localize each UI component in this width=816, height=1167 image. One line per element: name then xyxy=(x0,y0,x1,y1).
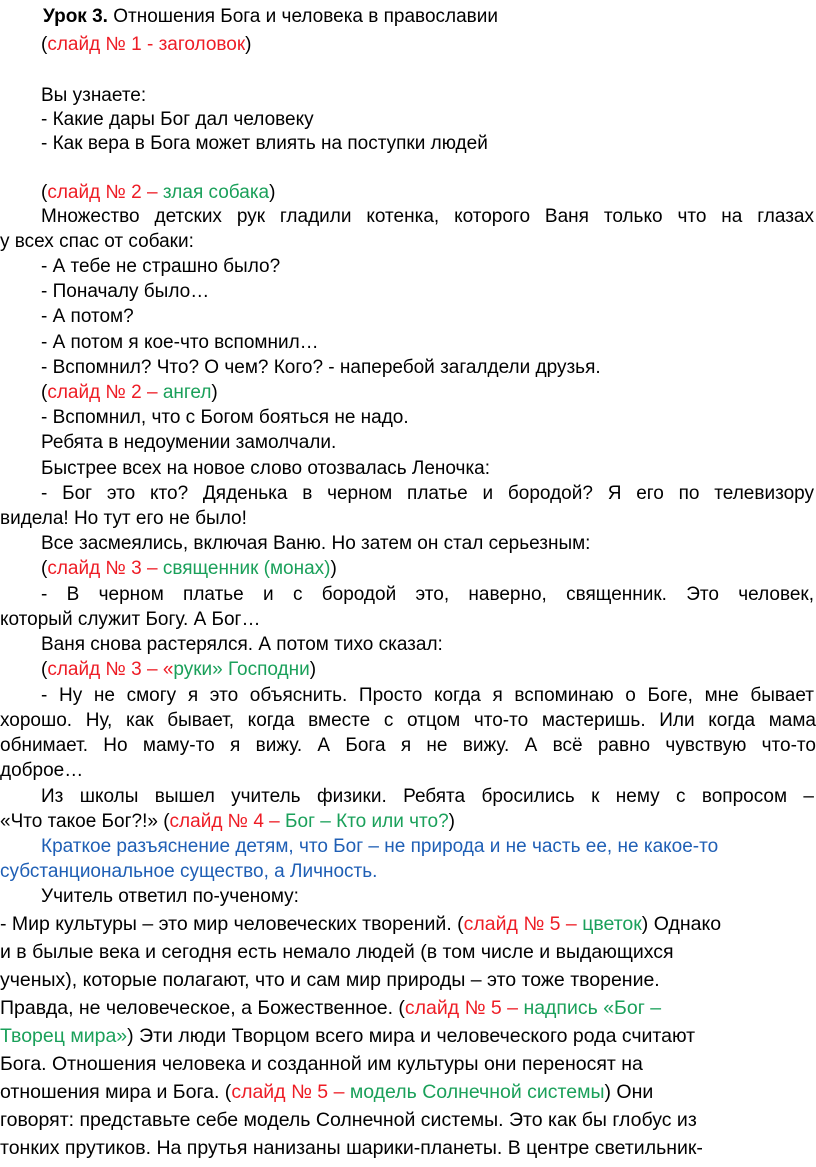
dialogue-cont: доброе… xyxy=(0,760,84,781)
dialogue-line: - Бог это кто? Дяденька в черном платье и бородой? Я его по телевизору xyxy=(41,483,814,504)
paragraph-line: Бога. Отношения человека и созданной им культуры они переносят на xyxy=(0,1053,643,1075)
slide-4-note: «Что такое Бог?!» (слайд № 4 – Бог – Кто или что?) xyxy=(0,811,455,832)
paragraph-line: тонких прутиков. На прутья нанизаны шарики-планеты. В центре светильник- xyxy=(0,1137,703,1159)
paragraph: Из школы вышел учитель физики. Ребята бросились к нему с вопросом – xyxy=(41,786,814,807)
lesson-title: Урок 3. Отношения Бога и человека в православии xyxy=(43,6,498,27)
dialogue-line: - А потом? xyxy=(41,306,134,327)
slide-5-solar-line: отношения мира и Бога. (слайд № 5 – модель Солнечной системы) Они xyxy=(0,1081,654,1103)
dialogue-line: - Поначалу было… xyxy=(41,281,210,302)
paragraph-line: говорят: представьте себе модель Солнечной системы. Это как бы глобус из xyxy=(0,1109,697,1131)
slide-2-note: (слайд № 2 – злая собака) xyxy=(41,182,276,203)
teacher-note: Краткое разъяснение детям, что Бог – не природа и не часть ее, не какое-то xyxy=(41,836,719,857)
dialogue-line: - Вспомнил, что с Богом бояться не надо. xyxy=(41,407,409,428)
paragraph: Учитель ответил по-ученому: xyxy=(41,886,299,907)
paragraph: Ваня снова растерялся. А потом тихо сказал: xyxy=(41,634,443,655)
slide-5-inscription-cont: Творец мира») Эти люди Творцом всего мира и человеческого рода считают xyxy=(0,1025,696,1047)
paragraph: Множество детских рук гладили котенка, которого Ваня только что на глазах xyxy=(41,206,814,227)
paragraph: Быстрее всех на новое слово отозвалась Леночка: xyxy=(41,458,491,479)
slide-3-note: (слайд № 3 – священник (монах)) xyxy=(41,558,337,579)
intro-item: - Какие дары Бог дал человеку xyxy=(41,109,314,130)
intro-item: - Как вера в Бога может влиять на поступки людей xyxy=(41,133,488,154)
slide-5-inscription-line: Правда, не человеческое, а Божественное. (слайд № 5 – надпись «Бог – xyxy=(0,997,662,1019)
dialogue-line: - Вспомнил? Что? О чем? Кого? - наперебой загалдели друзья. xyxy=(41,357,601,378)
paragraph-cont: у всех спас от собаки: xyxy=(0,231,194,252)
slide-2-angel-note: (слайд № 2 – ангел) xyxy=(41,382,218,403)
intro-heading: Вы узнаете: xyxy=(41,85,147,106)
dialogue-cont: который служит Богу. А Бог… xyxy=(0,609,261,630)
paragraph: Ребята в недоумении замолчали. xyxy=(41,432,337,453)
dialogue-line: - А тебе не страшно было? xyxy=(41,256,281,277)
teacher-note-cont: субстанциональное существо, а Личность. xyxy=(0,861,378,882)
dialogue-line: - В черном платье и с бородой это, наверно, священник. Это человек, xyxy=(41,584,814,605)
paragraph-line: и в былые века и сегодня есть немало людей (в том числе и выдающихся xyxy=(0,941,674,963)
paragraph: Все засмеялись, включая Ваню. Но затем он стал серьезным: xyxy=(41,533,591,554)
dialogue-cont: обнимает. Но маму-то я вижу. А Бога я не вижу. А всё равно чувствую что-то xyxy=(0,735,816,756)
paragraph-line: ученых), которые полагают, что и сам мир природы – это тоже творение. xyxy=(0,969,660,991)
dialogue-cont: хорошо. Ну, как бывает, когда вместе с отцом что-то мастеришь. Или когда мама xyxy=(0,710,816,731)
dialogue-cont: видела! Но тут его не было! xyxy=(0,508,247,529)
slide-3-hands-note: (слайд № 3 – «руки» Господни) xyxy=(41,659,317,680)
dialogue-line: - А потом я кое-что вспомнил… xyxy=(41,332,319,353)
slide-1-note: (слайд № 1 - заголовок) xyxy=(41,34,252,55)
slide-5-flower-line: - Мир культуры – это мир человеческих творений. (слайд № 5 – цветок) Однако xyxy=(0,913,722,935)
dialogue-line: - Ну не смогу я это объяснить. Просто когда я вспоминаю о Боге, мне бывает xyxy=(41,685,814,706)
